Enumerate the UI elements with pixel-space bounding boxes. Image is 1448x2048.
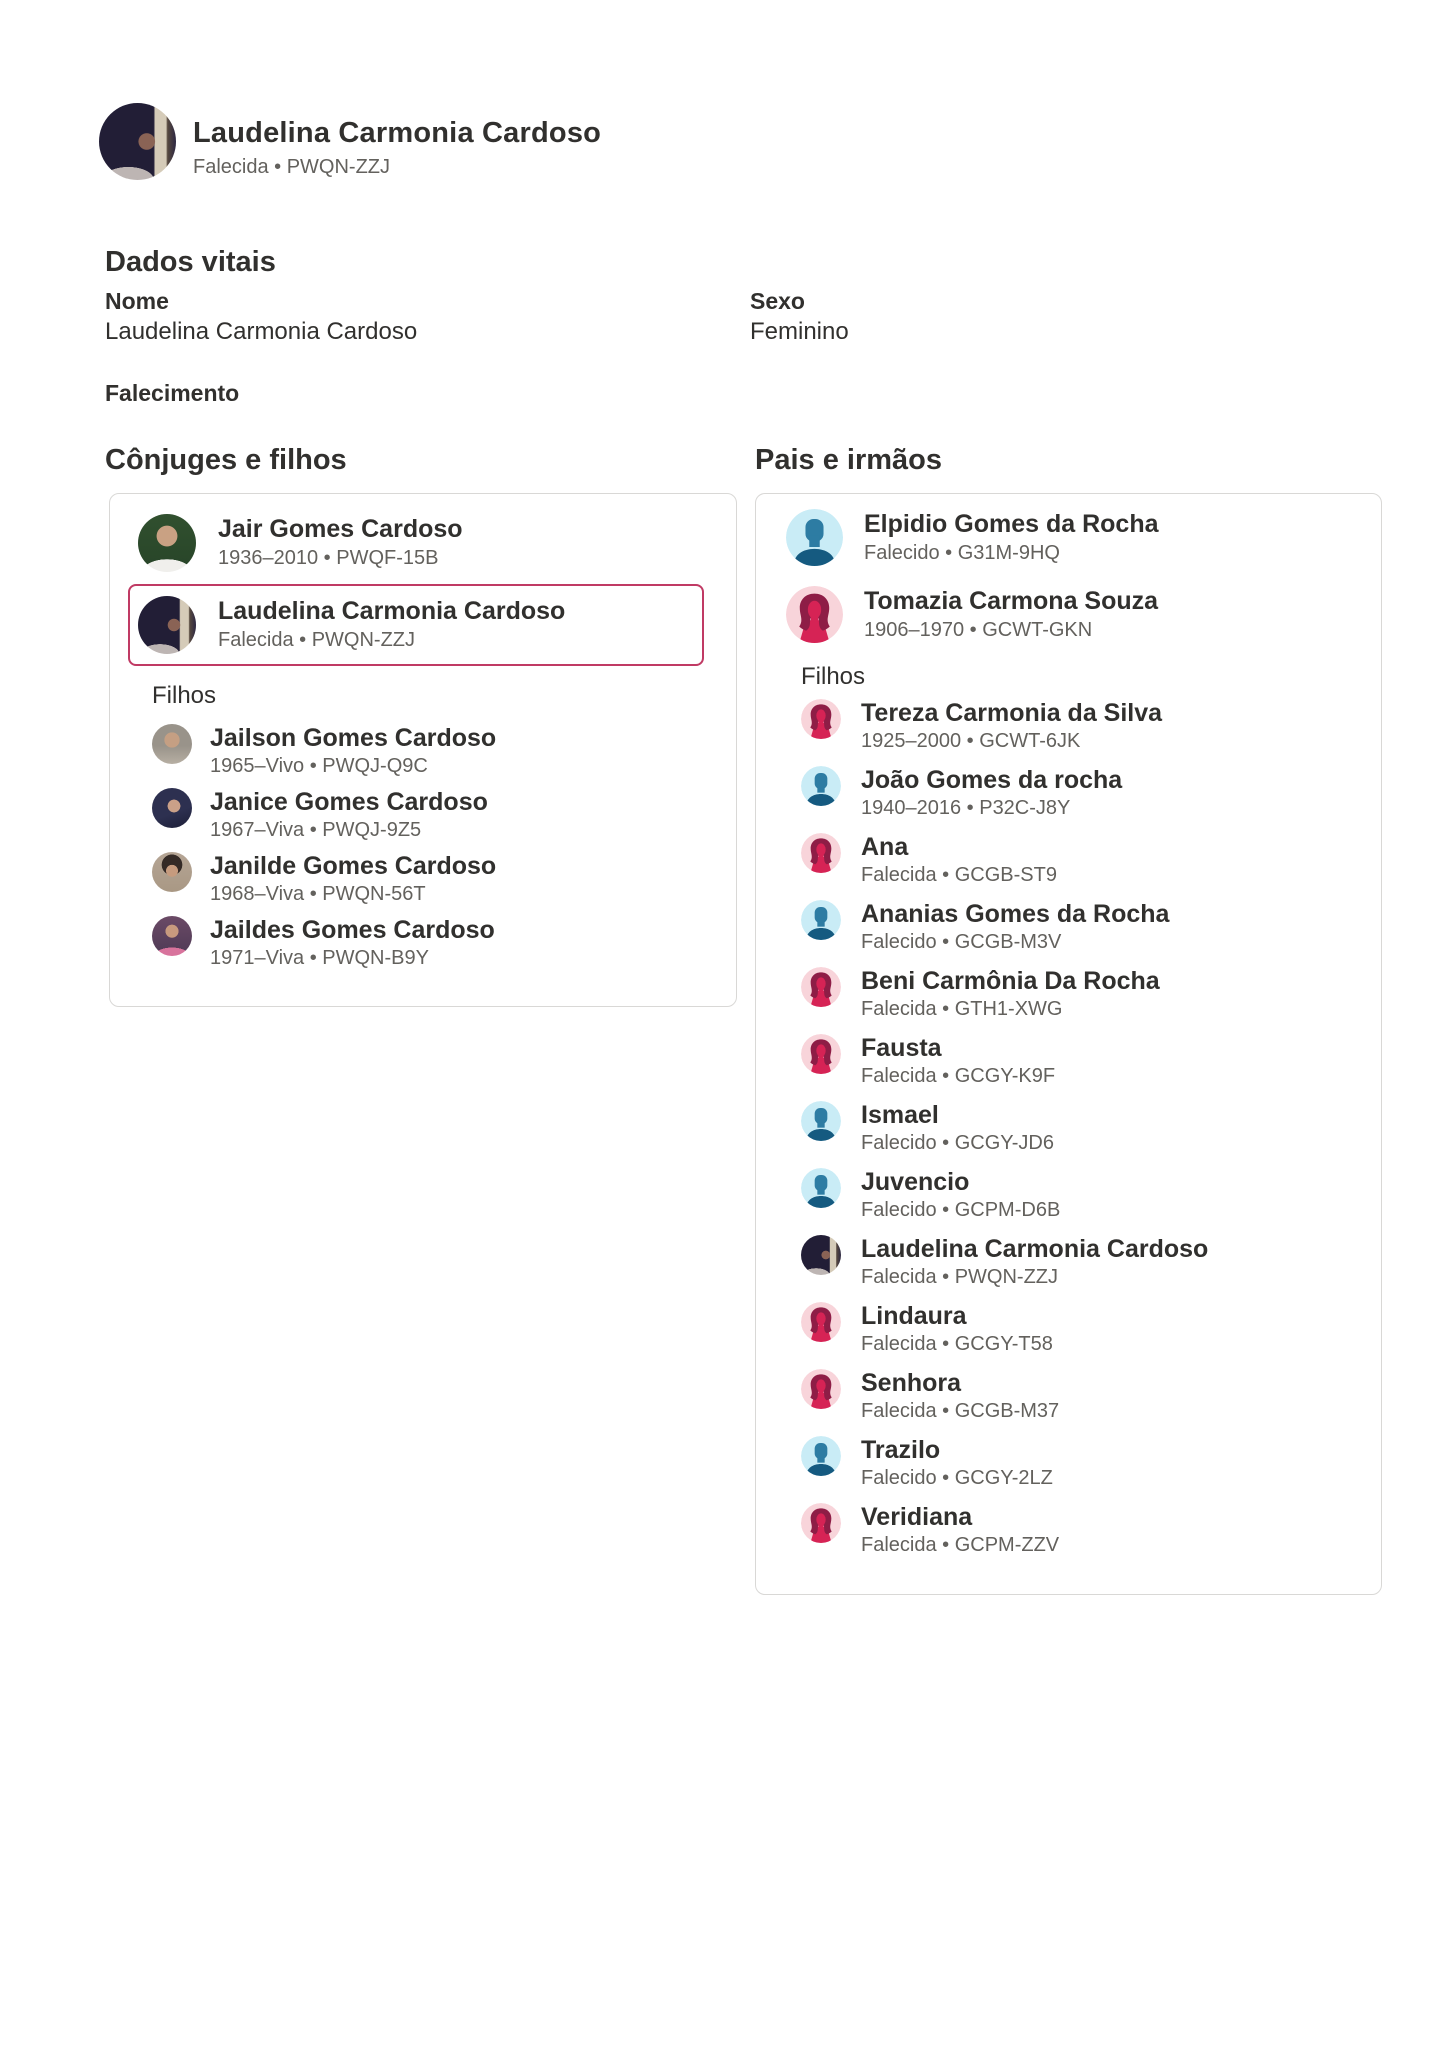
person-name: Juvencio	[861, 1168, 970, 1196]
photo-avatar	[152, 788, 192, 828]
female-silhouette-icon	[801, 967, 841, 1007]
person-row[interactable]	[801, 1168, 1365, 1223]
person-header	[99, 103, 601, 180]
person-lifespan-id: Falecido • GCGY-JD6	[861, 1132, 1054, 1154]
photo-avatar	[152, 852, 192, 892]
vitals-grid	[105, 287, 1385, 407]
person-name: Laudelina Carmonia Cardoso	[218, 597, 566, 625]
person-row[interactable]	[801, 1235, 1365, 1290]
person-row[interactable]	[801, 1101, 1365, 1156]
person-name: Laudelina Carmonia Cardoso	[861, 1235, 1209, 1263]
spouses-and-children-section	[105, 443, 755, 1595]
person-row[interactable]	[801, 900, 1365, 955]
person-row[interactable]	[786, 586, 1365, 643]
person-row[interactable]	[801, 833, 1365, 888]
parents-card	[755, 493, 1382, 1595]
person-row[interactable]	[138, 596, 692, 654]
sex-label: Sexo	[750, 288, 805, 314]
parents-and-siblings-section	[755, 443, 1385, 1595]
person-lifespan-id: 1940–2016 • P32C-J8Y	[861, 797, 1071, 819]
person-lifespan-id: Falecida • GTH1-XWG	[861, 998, 1063, 1020]
person-name: Ana	[861, 833, 909, 861]
person-name: João Gomes da rocha	[861, 766, 1123, 794]
person-row[interactable]	[801, 1369, 1365, 1424]
person-row[interactable]	[801, 1436, 1365, 1491]
profile-photo-avatar[interactable]	[99, 103, 176, 180]
person-name: Jaildes Gomes Cardoso	[210, 916, 495, 944]
male-silhouette-icon	[801, 900, 841, 940]
photo-avatar	[138, 514, 196, 572]
photo-avatar	[152, 916, 192, 956]
person-name: Tereza Carmonia da Silva	[861, 699, 1163, 727]
person-header-text	[193, 103, 601, 180]
person-name: Elpidio Gomes da Rocha	[864, 510, 1159, 538]
female-silhouette-icon	[801, 1302, 841, 1342]
person-lifespan-id: Falecida • GCGY-K9F	[861, 1065, 1056, 1087]
person-row[interactable]	[152, 852, 720, 907]
female-silhouette-icon	[801, 1369, 841, 1409]
male-silhouette-icon	[801, 1436, 841, 1476]
spouses-card	[109, 493, 737, 1007]
female-silhouette-icon	[801, 1503, 841, 1543]
male-silhouette-icon	[786, 509, 843, 566]
parents-heading: Pais e irmãos	[755, 444, 942, 476]
person-lifespan-id: 1925–2000 • GCWT-6JK	[861, 730, 1081, 752]
photo-avatar	[152, 724, 192, 764]
person-lifespan-id: Falecida • GCPM-ZZV	[861, 1534, 1060, 1556]
page-title-person-name: Laudelina Carmonia Cardoso	[193, 117, 602, 149]
male-silhouette-icon	[801, 1101, 841, 1141]
person-lifespan-id: 1965–Vivo • PWQJ-Q9C	[210, 755, 428, 777]
name-value: Laudelina Carmonia Cardoso	[105, 318, 418, 345]
person-row[interactable]	[786, 509, 1365, 566]
male-silhouette-icon	[801, 1168, 841, 1208]
person-lifespan-id: 1906–1970 • GCWT-GKN	[864, 619, 1093, 641]
female-silhouette-icon	[801, 833, 841, 873]
person-row[interactable]	[801, 967, 1365, 1022]
person-row[interactable]	[801, 766, 1365, 821]
person-name: Beni Carmônia Da Rocha	[861, 967, 1160, 995]
person-lifespan-id: Falecido • GCGY-2LZ	[861, 1467, 1053, 1489]
sex-field	[750, 287, 1385, 347]
photo-avatar	[801, 1235, 841, 1275]
photo-avatar	[138, 596, 196, 654]
sex-value: Feminino	[750, 318, 849, 345]
person-lifespan-id: 1936–2010 • PWQF-15B	[218, 547, 439, 569]
person-row[interactable]	[801, 1302, 1365, 1357]
person-lifespan-id: Falecido • G31M-9HQ	[864, 542, 1060, 564]
person-name: Lindaura	[861, 1302, 967, 1330]
children-rows	[152, 724, 720, 971]
selected-person-highlight[interactable]	[128, 584, 704, 666]
female-silhouette-icon	[801, 1034, 841, 1074]
female-silhouette-icon	[786, 586, 843, 643]
person-lifespan-id: Falecido • GCPM-D6B	[861, 1199, 1061, 1221]
person-row[interactable]	[152, 788, 720, 843]
name-label: Nome	[105, 288, 169, 314]
person-name: Jailson Gomes Cardoso	[210, 724, 497, 752]
person-name: Ananias Gomes da Rocha	[861, 900, 1170, 928]
person-row[interactable]	[801, 1503, 1365, 1558]
person-name: Janice Gomes Cardoso	[210, 788, 488, 816]
person-name: Veridiana	[861, 1503, 973, 1531]
person-lifespan-id: 1967–Viva • PWQJ-9Z5	[210, 819, 422, 841]
person-row[interactable]	[152, 916, 720, 971]
spouses-heading: Cônjuges e filhos	[105, 444, 347, 476]
person-name: Trazilo	[861, 1436, 941, 1464]
parent-rows	[786, 509, 1365, 643]
person-name: Tomazia Carmona Souza	[864, 587, 1159, 615]
female-silhouette-icon	[801, 699, 841, 739]
sibling-rows	[801, 699, 1365, 1558]
person-name: Ismael	[861, 1101, 939, 1129]
death-label: Falecimento	[105, 380, 240, 406]
male-silhouette-icon	[801, 766, 841, 806]
family-columns	[105, 443, 1385, 1595]
vital-data-section	[105, 245, 1385, 407]
person-lifespan-id: 1968–Viva • PWQN-56T	[210, 883, 426, 905]
person-name: Janilde Gomes Cardoso	[210, 852, 497, 880]
person-row[interactable]	[801, 1034, 1365, 1089]
person-row[interactable]	[138, 514, 720, 572]
person-lifespan-id: 1971–Viva • PWQN-B9Y	[210, 947, 429, 969]
person-lifespan-id: Falecida • GCGY-T58	[861, 1333, 1053, 1355]
person-status-and-id: Falecida • PWQN-ZZJ	[193, 156, 391, 178]
person-lifespan-id: Falecida • GCGB-M37	[861, 1400, 1060, 1422]
person-row[interactable]	[801, 699, 1365, 754]
siblings-label: Filhos	[801, 663, 866, 690]
person-lifespan-id: Falecida • GCGB-ST9	[861, 864, 1057, 886]
name-field	[105, 287, 750, 347]
person-name: Jair Gomes Cardoso	[218, 515, 463, 543]
vitals-heading: Dados vitais	[105, 246, 276, 278]
person-lifespan-id: Falecido • GCGB-M3V	[861, 931, 1062, 953]
person-name: Senhora	[861, 1369, 962, 1397]
person-lifespan-id: Falecida • PWQN-ZZJ	[218, 629, 416, 651]
person-row[interactable]	[152, 724, 720, 779]
spouse-rows	[138, 514, 720, 666]
person-name: Fausta	[861, 1034, 942, 1062]
children-label: Filhos	[152, 682, 217, 709]
person-lifespan-id: Falecida • PWQN-ZZJ	[861, 1266, 1059, 1288]
